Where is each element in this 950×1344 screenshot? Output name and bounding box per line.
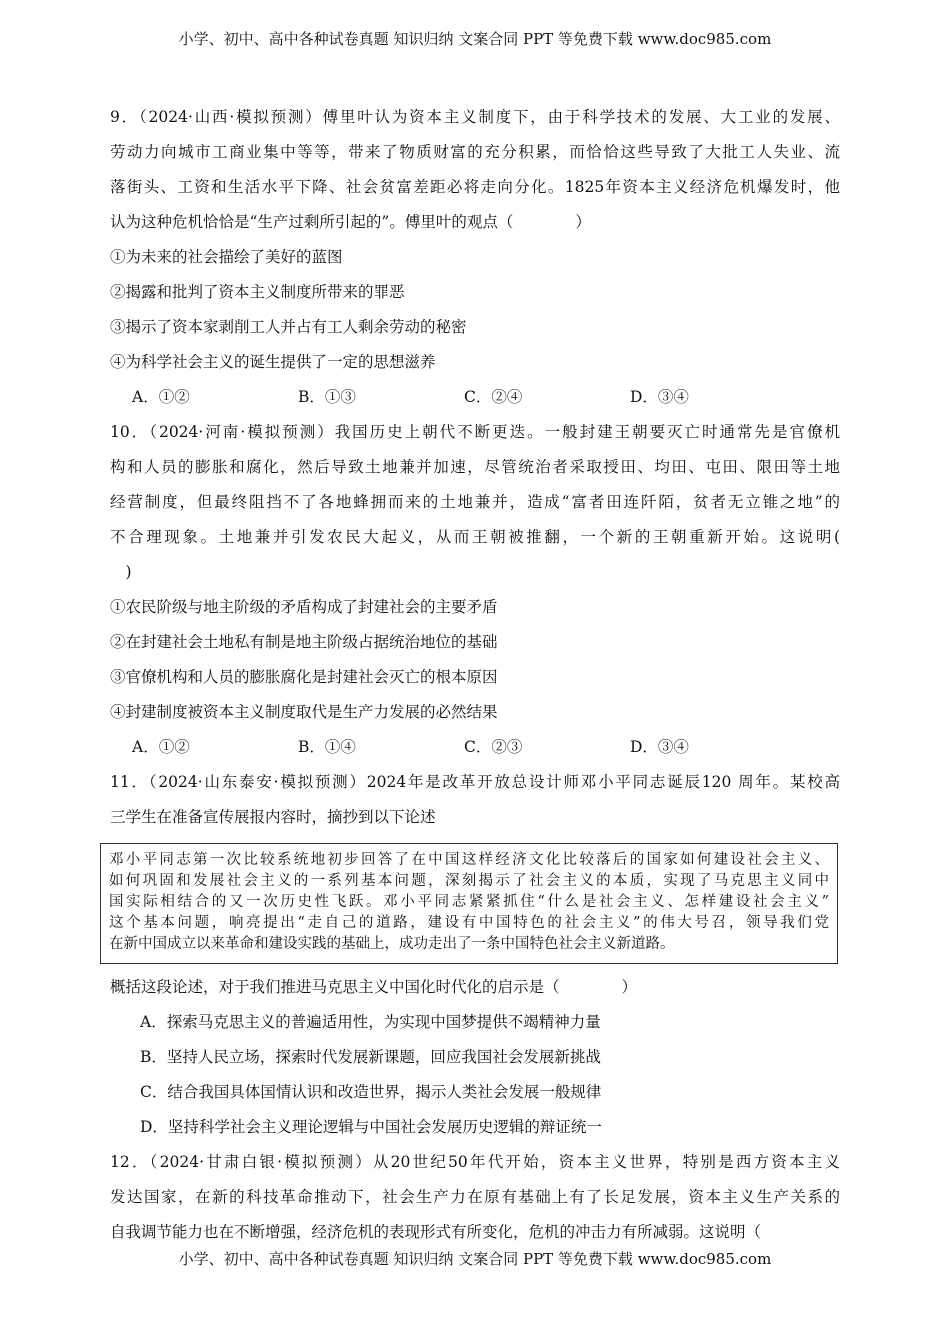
quote-line: 邓小平同志第一次比较系统地初步回答了在中国这样经济文化比较落后的国家如何建设社会主义、: [109, 852, 829, 868]
quote-line: 在新中国成立以来革命和建设实践的基础上，成功走出了一条中国特色社会主义新道路。: [109, 936, 675, 952]
question-9-stem-line: 劳动力向城市工商业集中等等，带来了物质财富的充分积累，而恰恰这些导致了大批工人失业、流: [110, 143, 840, 161]
question-9-statement: ④为科学社会主义的诞生提供了一定的思想滋养: [110, 353, 436, 371]
page-header: 小学、初中、高中各种试卷真题 知识归纳 文案合同 PPT 等免费下载 www.doc985.com: [178, 30, 772, 48]
question-9-stem-line: 9．（2024·山西·模拟预测）傅里叶认为资本主义制度下，由于科学技术的发展、大工业的发展、: [110, 108, 840, 126]
question-9-options: [110, 380, 840, 415]
question-12-stem-line: 发达国家，在新的科技革命推动下，社会生产力在原有基础上有了长足发展，资本主义生产关系的: [110, 1188, 840, 1206]
question-11-choice-a: A．探索马克思主义的普遍适用性，为实现中国梦提供不竭精神力量: [140, 1013, 601, 1031]
quote-line: 这个基本问题，响亮提出“走自己的道路，建设有中国特色的社会主义”的伟大号召，领导我们党: [109, 915, 829, 931]
question-10-statement: ②在封建社会土地私有制是地主阶级占据统治地位的基础: [110, 633, 498, 651]
quote-line: 国实际相结合的又一次历史性飞跃。邓小平同志紧紧抓住“什么是社会主义、怎样建设社会主义”: [109, 894, 829, 910]
question-11-stem-line: 11．（2024·山东泰安·模拟预测）2024年是改革开放总设计师邓小平同志诞辰120 周年。某校高: [110, 773, 840, 791]
option-c: C．②④: [464, 388, 523, 406]
question-10-stem-line: 经营制度，但最终阻挡不了各地蜂拥而来的土地兼并，造成“富者田连阡陌，贫者无立锥之地”的: [110, 493, 840, 511]
option-a: A．①②: [132, 388, 190, 406]
page-footer: 小学、初中、高中各种试卷真题 知识归纳 文案合同 PPT 等免费下载 www.doc985.com: [178, 1250, 772, 1268]
question-10-stem-line: ): [110, 563, 132, 581]
question-11: [110, 765, 840, 1145]
question-9-statement: ②揭露和批判了资本主义制度所带来的罪恶: [110, 283, 405, 301]
quote-line: 如何巩固和发展社会主义的一系列基本问题，深刻揭示了社会主义的本质，实现了马克思主义同中: [109, 873, 829, 889]
option-b: B．①④: [298, 738, 356, 756]
question-10-statement: ①农民阶级与地主阶级的矛盾构成了封建社会的主要矛盾: [110, 598, 498, 616]
question-9-stem-line: 认为这种危机恰恰是“生产过剩所引起的”。傅里叶的观点（ ）: [110, 213, 591, 231]
question-9-statement: ①为未来的社会描绘了美好的蓝图: [110, 248, 343, 266]
option-b: B．①③: [298, 388, 356, 406]
question-9-stem-line: 落街头、工资和生活水平下降、社会贫富差距必将走向分化。1825年资本主义经济危机爆发时，他: [110, 178, 840, 196]
question-12: [110, 1145, 840, 1250]
question-11-prompt: 概括这段论述，对于我们推进马克思主义中国化时代化的启示是（ ）: [110, 978, 638, 996]
question-10-stem-line: 不合理现象。土地兼并引发农民大起义，从而王朝被推翻，一个新的王朝重新开始。这说明(: [110, 528, 840, 546]
question-10-stem-line: 10．（2024·河南·模拟预测）我国历史上朝代不断更迭。一般封建王朝要灭亡时通常先是官僚机: [110, 423, 840, 441]
question-11-stem-line: 三学生在准备宣传展报内容时，摘抄到以下论述: [110, 808, 436, 826]
question-12-stem-line: 自我调节能力也在不断增强，经济危机的表现形式有所变化，危机的冲击力有所减弱。这说明（: [110, 1223, 762, 1241]
option-d: D．③④: [630, 738, 689, 756]
quote-box: [100, 843, 838, 964]
option-a: A．①②: [132, 738, 190, 756]
question-11-choice-b: B．坚持人民立场，探索时代发展新课题，回应我国社会发展新挑战: [140, 1048, 601, 1066]
question-11-choice-c: C．结合我国具体国情认识和改造世界，揭示人类社会发展一般规律: [140, 1083, 602, 1101]
question-9-statement: ③揭示了资本家剥削工人并占有工人剩余劳动的秘密: [110, 318, 467, 336]
document-body: [110, 100, 840, 1250]
question-12-stem-line: 12．（2024·甘肃白银·模拟预测）从20世纪50年代开始，资本主义世界，特别是西方资本主义: [110, 1153, 840, 1171]
question-10-options: [110, 730, 840, 765]
question-10-statement: ③官僚机构和人员的膨胀腐化是封建社会灭亡的根本原因: [110, 668, 498, 686]
question-9: [110, 100, 840, 415]
question-11-choice-d: D．坚持科学社会主义理论逻辑与中国社会发展历史逻辑的辩证统一: [140, 1118, 602, 1136]
option-d: D．③④: [630, 388, 689, 406]
option-c: C．②③: [464, 738, 523, 756]
question-10-stem-line: 构和人员的膨胀和腐化，然后导致土地兼并加速，尽管统治者采取授田、均田、屯田、限田等土地: [110, 458, 840, 476]
question-10-statement: ④封建制度被资本主义制度取代是生产力发展的必然结果: [110, 703, 498, 721]
question-10: [110, 415, 840, 765]
